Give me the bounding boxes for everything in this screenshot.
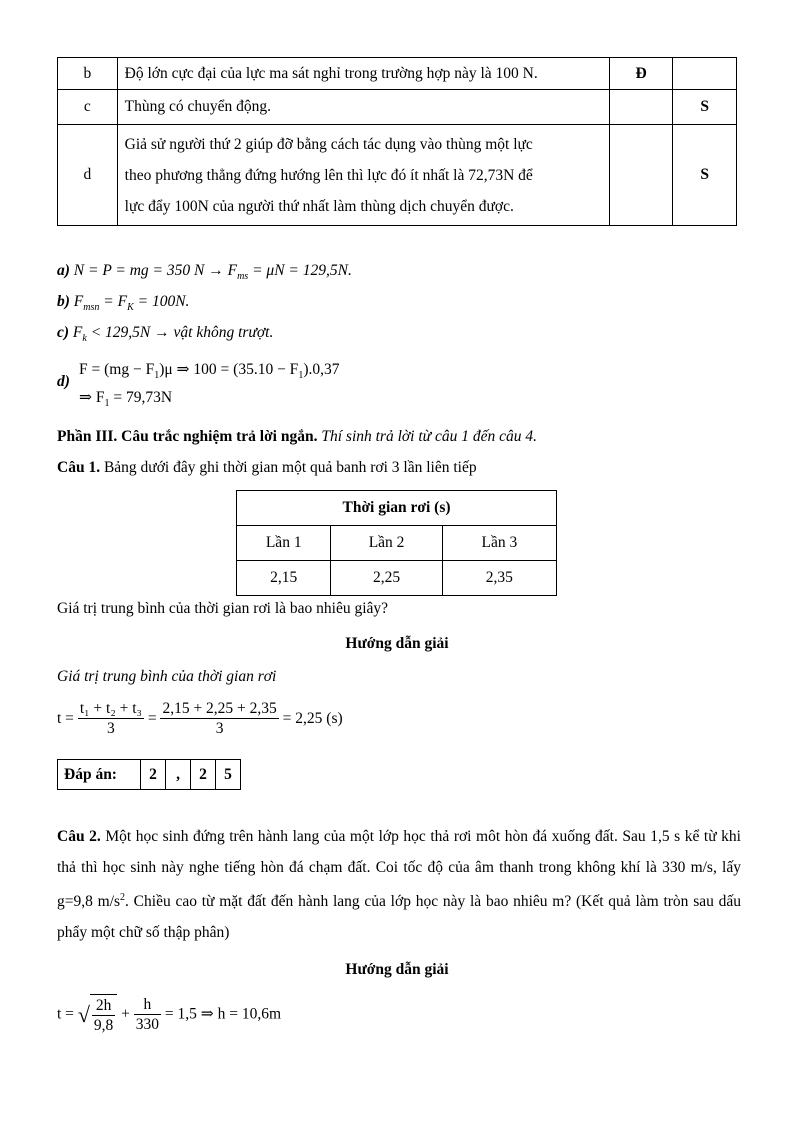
answer-cell: 2: [141, 760, 166, 790]
table-header: Thời gian rơi (s): [237, 491, 557, 526]
part3-heading: Phần III. Câu trắc nghiệm trả lời ngắn. Thí sinh trả lời từ câu 1 đến câu 4.: [57, 428, 537, 445]
column-header: Lần 1: [237, 526, 331, 561]
answer-cell: 5: [216, 760, 241, 790]
table-row: [237, 526, 557, 561]
table-row: [58, 125, 737, 226]
column-header: Lần 3: [442, 526, 556, 561]
q2-text: Câu 2. Một học sinh đứng trên hành lang của một lớp học thả rơi môt hòn đá xuống đất. Sau 1,5 s kể từ khi thả thì học sinh này nghe tiếng hòn đá chạm đất. Coi tốc độ của âm thanh trong không khí là 330 m/s, lấy g=9,8 $m/s^2$. Chiều cao từ mặt đất đến hành lang của lớp học này là bao nhiêu m? (Kết quả làm tròn sau dấu phẩy một chữ số thập phân): [57, 828, 741, 941]
q1-question: Giá trị trung bình của thời gian rơi là bao nhiêu giây?: [57, 600, 389, 617]
answer-label: Đáp án:: [58, 760, 141, 790]
table-row: [237, 491, 557, 526]
answer-cell: 2: [191, 760, 216, 790]
true-mark: Đ: [609, 58, 673, 90]
table-cell: 2,35: [442, 561, 556, 596]
false-mark: [673, 58, 737, 90]
q1-text: Câu 1. Bảng dưới đây ghi thời gian một quả banh rơi 3 lần liên tiếp: [57, 459, 477, 476]
true-mark: [609, 90, 673, 125]
column-header: Lần 2: [331, 526, 442, 561]
height-formula: t = √ $\frac{2h}{9,8}$ + $\frac{h}{330}$ = 1,5 ⇒ h = 10,6m: [57, 995, 282, 1034]
solution-c: c) $F_k < 129,5N$ → vật không trượt.: [57, 324, 274, 345]
table-row: [58, 760, 241, 790]
row-label: c: [58, 90, 118, 125]
row-statement: Thùng có chuyển động.: [117, 90, 609, 125]
row-statement: Giả sử người thứ 2 giúp đỡ bằng cách tác dụng vào thùng một lực theo phương thẳng đứng hướng lên thì lực đó ít nhất là 72,73N để lực đẩy 100N của người thứ nhất làm thùng dịch chuyển được.: [117, 125, 609, 226]
table-cell: 2,25: [331, 561, 442, 596]
answer-box: [57, 759, 241, 790]
guide-title: Hướng dẫn giải: [345, 635, 449, 652]
answer-cell: ,: [166, 760, 191, 790]
guide-title: Hướng dẫn giải: [345, 961, 449, 978]
true-false-table: [57, 57, 737, 226]
false-mark: S: [673, 125, 737, 226]
solution-b: b) $F_{msn} = F_K = 100N$.: [57, 293, 190, 314]
table-cell: 2,15: [237, 561, 331, 596]
mean-formula: t = $\frac{\text{t₁ + t₂ + t₃}}{3}$ = $\frac{2,15 + 2,25 + 2,35}{3}$ = 2,25 (s): [57, 700, 343, 737]
true-mark: [609, 125, 673, 226]
solution-a: a) N = P = mg = 350 $N \to F_{ms} = \mu N = 129,5N$.: [57, 262, 352, 283]
row-label: d: [58, 125, 118, 226]
table-row: [58, 58, 737, 90]
false-mark: S: [673, 90, 737, 125]
row-label: b: [58, 58, 118, 90]
table-row: [58, 90, 737, 125]
fall-time-table: [236, 490, 557, 596]
row-statement: Độ lớn cực đại của lực ma sát nghỉ trong trường hợp này là 100 N.: [117, 58, 609, 90]
table-row: [237, 561, 557, 596]
guide-text: Giá trị trung bình của thời gian rơi: [57, 668, 277, 685]
sqrt-icon: √: [77, 1002, 90, 1027]
